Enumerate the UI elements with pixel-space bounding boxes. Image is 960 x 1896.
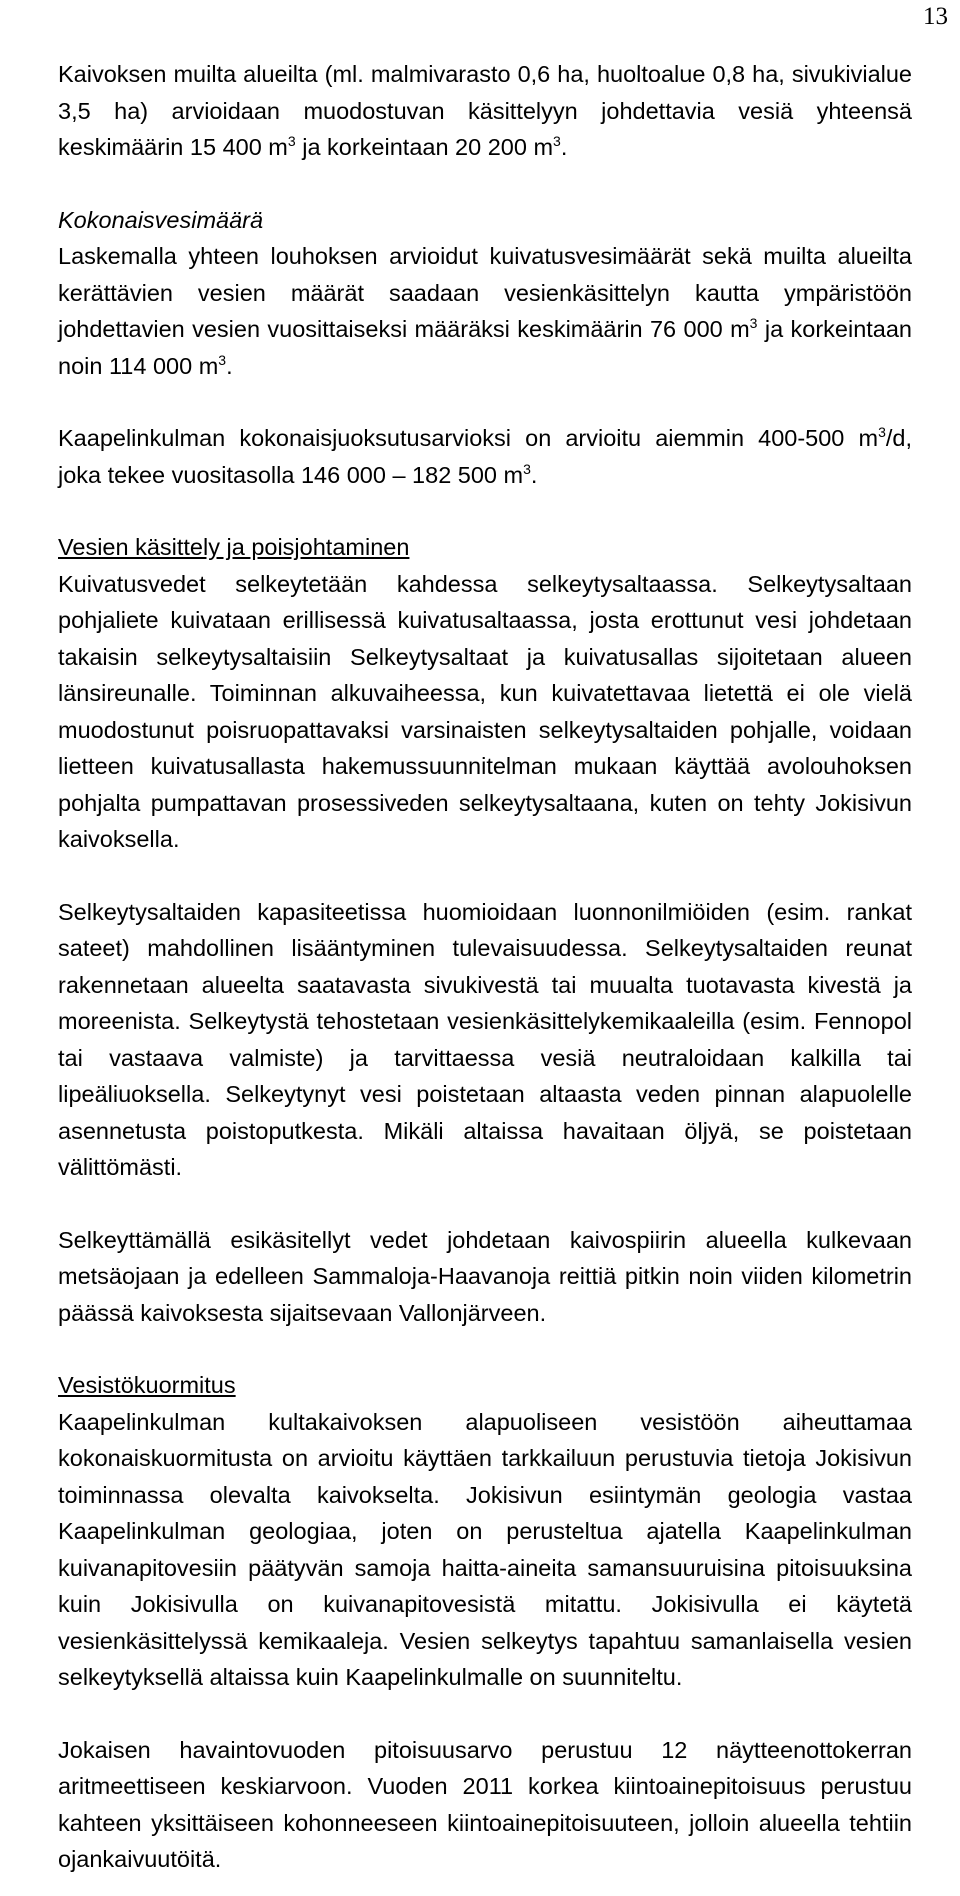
superscript: 3 [878, 424, 886, 440]
paragraph-text: Laskemalla yhteen louhoksen arvioidut kuivatusvesimäärät sekä muilta alueilta kerättävien vesien määrät saadaan vesienkäsittelyn kautta ympäristöön johdettavien vesien vuosittaiseksi määräksi keskimäärin 76 000 m [58, 243, 912, 342]
intro-tail: . [560, 134, 568, 160]
paragraph-text: ja korkeintaan noin 114 000 m [58, 316, 913, 379]
intro-text: Kaivoksen muilta alueilta (ml. malmivarasto 0,6 ha, huoltoalue 0,8 ha, sivukivialue 3,5 ha) arvioidaan muodostuvan käsittelyyn johdettavia vesiä yhteensä keskimäärin 15 400 m [58, 61, 912, 160]
section-heading-kokonaisvesimaara: Kokonaisvesimäärä [58, 206, 264, 233]
superscript: 3 [218, 351, 227, 368]
kasittely-paragraph-2: Selkeytysaltaiden kapasiteetissa huomioidaan luonnonilmiöiden (esim. rankat sateet) mahdollinen lisääntyminen tulevaisuudessa. Selkeytysaltaiden reunat rakennetaan alueelta saatavasta sivukivestä tai muualta tuotavasta kivestä ja moreenista. Selkeytystä tehostetaan vesienkäsittelykemikaaleilla (esim. Fennopol tai vastaava valmiste) ja tarvittaessa vesiä neutraloidaan kalkilla tai lipeäliuoksella. Selkeytynyt vesi poistetaan altaasta veden pinnan alapuolelle asennetusta poistoputkesta. Mikäli altaissa havaitaan öljyä, se poistetaan välittömästi. [58, 898, 912, 1180]
kasittely-paragraph-1: Kuivatusvedet selkeytetään kahdessa selkeytysaltaassa. Selkeytysaltaan pohjaliete kuivataan erillisessä kuivatusaltaassa, josta erottunut vesi johdetaan takaisin selkeytysaltaisiin Selkeytysaltaat ja kuivatusallas sijoitetaan alueen länsireunalle. Toiminnan alkuvaiheessa, kun kuivatettavaa lietettä ei ole vielä muodostunut poisruopattavaksi varsinaisten selkeytysaltaiden pohjalle, voidaan lietteen kuivatusallasta hakemussuunnitelman mukaan käyttää avolouhoksen pohjalta pumpattavan prosessiveden selkeytysaltaana, kuten on tehty Jokisivun kaivoksella. [58, 570, 912, 852]
section-heading-kasittely: Vesien käsittely ja poisjohtaminen [58, 534, 410, 560]
paragraph-tail: . [530, 461, 538, 488]
kokonaisvesimaara-paragraph-2 [58, 420, 912, 493]
intro-text-2: ja korkeintaan 20 200 m [295, 134, 554, 160]
superscript: 3 [523, 460, 531, 477]
kokonaisvesimaara-paragraph-1 [58, 238, 912, 384]
section-heading-vesistokuormitus: Vesistökuormitus [58, 1372, 236, 1398]
paragraph-text: Kaapelinkulman kokonaisjuoksutusarvioksi on arvioitu aiemmin 400-500 m [58, 425, 879, 451]
intro-paragraph [58, 56, 912, 166]
superscript: 3 [287, 133, 296, 149]
vesistokuormitus-paragraph-2: Jokaisen havaintovuoden pitoisuusarvo perustuu 12 näytteenottokerran aritmeettiseen keskiarvoon. Vuoden 2011 korkea kiintoainepitoisuus perustuu kahteen yksittäiseen kohonneeseen kiintoainepitoisuuteen, jolloin alueella tehtiin ojankaivuutöitä. [58, 1736, 912, 1872]
superscript: 3 [553, 133, 561, 149]
paragraph-text: /d, joka tekee vuositasolla 146 000 – 182 500 m [58, 425, 912, 488]
paragraph-tail: . [226, 352, 233, 379]
superscript: 3 [749, 315, 758, 331]
kasittely-paragraph-3: Selkeyttämällä esikäsitellyt vedet johdetaan kaivospiirin alueella kulkevaan metsäojaan ja edelleen Sammaloja-Haavanoja reittiä pitkin noin viiden kilometrin päässä kaivoksesta sijaitsevaan Vallonjärveen. [58, 1226, 912, 1326]
page-number: 13 [923, 3, 948, 30]
vesistokuormitus-paragraph-1: Kaapelinkulman kultakaivoksen alapuoliseen vesistöön aiheuttamaa kokonaiskuormitusta on arvioitu käyttäen tarkkailuun perustuvia tietoja Jokisivun toiminnassa olevalta kaivokselta. Jokisivun esiintymän geologia vastaa Kaapelinkulman geologiaa, joten on perusteltua ajatella Kaapelinkulman kuivanapitovesiin päätyvän samoja haitta-aineita samansuuruisina pitoisuuksina kuin Jokisivulla on kuivanapitovesistä mitattu. Jokisivulla ei käytetä vesienkäsittelyssä kemikaaleja. Vesien selkeytys tapahtuu samanlaisella vesien selkeytyksellä altaissa kuin Kaapelinkulmalle on suunniteltu. [58, 1408, 912, 1690]
